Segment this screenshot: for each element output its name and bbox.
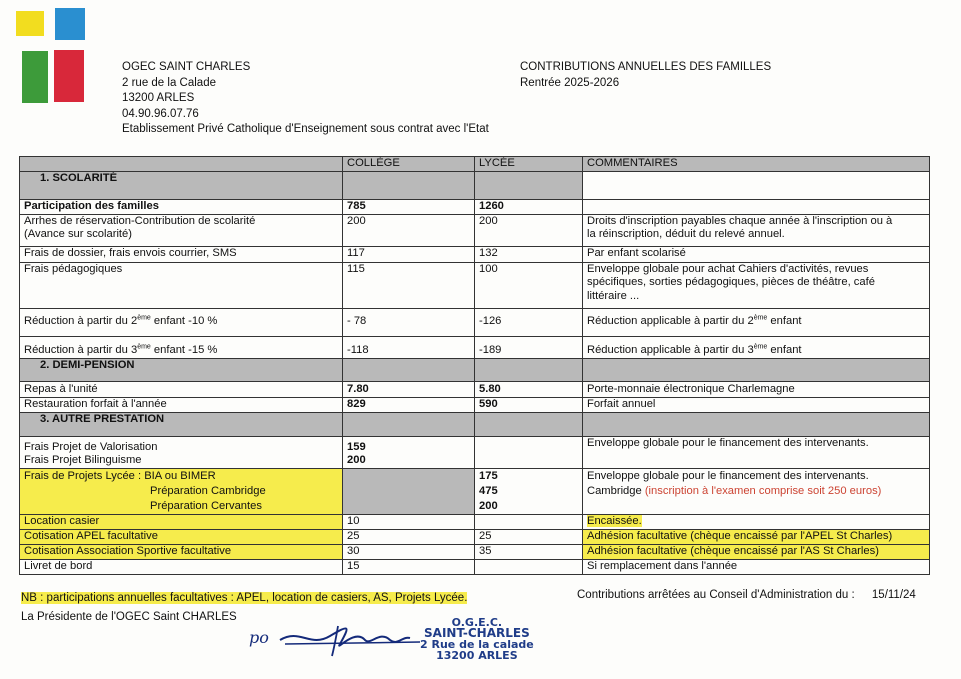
college-value: 10: [343, 514, 475, 529]
comment-part: enfant: [767, 315, 802, 328]
row-label: [20, 336, 343, 358]
lycee-value: 5.80: [475, 381, 583, 397]
college-value: 115: [343, 262, 475, 308]
row-label: Repas à l'unité: [20, 381, 343, 397]
ca-note: [577, 589, 916, 601]
row-comment: Par enfant scolarisé: [583, 246, 930, 262]
superscript: ème: [753, 314, 768, 322]
value-line: 200: [347, 454, 366, 466]
comment-part: enfant: [767, 344, 802, 356]
row-label-part: enfant -10 %: [150, 315, 218, 328]
contributions-table: [19, 156, 930, 575]
stamp-line: SAINT-CHARLES: [424, 626, 530, 640]
stamp-line: 2 Rue de la calade: [420, 638, 534, 651]
row-label: Frais pédagogiques: [20, 262, 343, 308]
table-row: [20, 246, 930, 262]
value-line: 475: [479, 484, 498, 497]
superscript: ème: [137, 343, 151, 351]
president-line: [21, 611, 237, 623]
doc-subtitle: Rentrée 2025-2026: [520, 76, 620, 89]
table-row: [20, 262, 930, 308]
row-comment: Adhésion facultative (chèque encaissé par l'APEL St Charles): [583, 529, 930, 544]
row-comment: Si remplacement dans l'année: [583, 559, 930, 574]
header-college: COLLÈGE: [343, 157, 475, 172]
header-label: [20, 157, 343, 172]
value-line: 200: [479, 499, 498, 512]
nb-text: NB : participations annuelles facultatives : APEL, location de casiers, AS, Projets Lycée.: [21, 592, 468, 604]
lycee-value: -126: [475, 308, 583, 336]
table-row: [20, 468, 930, 514]
comment-part: Réduction applicable à partir du 3: [587, 344, 754, 356]
org-phone: 04.90.96.07.76: [122, 107, 199, 120]
row-comment: [583, 336, 930, 358]
comment-line: Enveloppe globale pour le financement des intervenants.: [587, 469, 869, 482]
value-line: 159: [347, 440, 366, 453]
nb-note: [21, 592, 467, 604]
header-comments: COMMENTAIRES: [583, 157, 930, 172]
section-row: [20, 358, 930, 381]
row-comment: Enveloppe globale pour le financement des intervenants.: [583, 436, 930, 468]
comment-part: (inscription à l'examen comprise soit 250 euros): [644, 484, 882, 497]
row-label-line: Frais Projet Bilinguisme: [24, 454, 142, 466]
stamp-line: 13200 ARLES: [436, 649, 518, 662]
table-row: [20, 308, 930, 336]
row-comment: [583, 214, 930, 246]
superscript: ème: [137, 314, 151, 322]
row-label: Restauration forfait à l'année: [20, 397, 343, 412]
lycee-value: -189: [475, 336, 583, 358]
college-value: 15: [343, 559, 475, 574]
college-value: 785: [343, 200, 475, 215]
row-label: Cotisation APEL facultative: [20, 529, 343, 544]
table-row: [20, 436, 930, 468]
college-value: -118: [343, 336, 475, 358]
row-label: Participation des familles: [20, 200, 343, 215]
row-label: Cotisation Association Sportive facultative: [20, 544, 343, 559]
table-row: [20, 200, 930, 215]
table-row: [20, 214, 930, 246]
table-row: [20, 336, 930, 358]
college-value: 7.80: [343, 381, 475, 397]
table-row: [20, 559, 930, 574]
row-label-line: (Avance sur scolarité): [24, 228, 132, 240]
lycee-value: 100: [475, 262, 583, 308]
college-value: 30: [343, 544, 475, 559]
comment-part: Cambridge: [587, 484, 645, 497]
row-label-line: Frais de Projets Lycée : BIA ou BIMER: [24, 469, 216, 482]
president-text: La Présidente de l'OGEC Saint CHARLES: [21, 611, 237, 623]
header-lycee: LYCÉE: [475, 157, 583, 172]
doc-title: CONTRIBUTIONS ANNUELLES DES FAMILLES: [520, 61, 772, 73]
ca-date: 15/11/24: [871, 589, 916, 601]
college-value: 829: [343, 397, 475, 412]
college-value: 25: [343, 529, 475, 544]
row-comment: Adhésion facultative (chèque encaissé par l'AS St Charles): [583, 544, 930, 559]
lycee-value: 1260: [475, 200, 583, 215]
table-row: [20, 381, 930, 397]
lycee-value: 590: [475, 397, 583, 412]
row-label-part: Réduction à partir du 3: [24, 344, 138, 356]
row-comment: Forfait annuel: [583, 397, 930, 412]
comment-line: littéraire ...: [587, 289, 640, 302]
section-title-autre-prestation: 3. AUTRE PRESTATION: [20, 412, 343, 436]
comment-line: spécifiques, sorties pédagogiques, pièces de théâtre, café: [587, 276, 875, 288]
comment-line: Enveloppe globale pour achat Cahiers d'activités, revues: [587, 262, 869, 275]
comment-line: Droits d'inscription payables chaque année à l'inscription ou à: [587, 214, 893, 227]
comment-text: Encaissée.: [587, 514, 642, 527]
college-value: 117: [343, 246, 475, 262]
section-row: [20, 172, 930, 200]
signature-image: [240, 618, 430, 663]
lycee-value: 200: [475, 214, 583, 246]
table-row: [20, 544, 930, 559]
stamp-line: O.G.E.C.: [451, 616, 503, 629]
row-comment: [583, 308, 930, 336]
row-label-line: Préparation Cambridge: [150, 484, 266, 497]
college-value: 200: [343, 214, 475, 246]
row-label-line: Préparation Cervantes: [150, 499, 262, 512]
row-label-part: enfant -15 %: [150, 344, 218, 356]
row-label: Frais de dossier, frais envois courrier, SMS: [20, 246, 343, 262]
section-title-scolarite: 1. SCOLARITÉ: [20, 172, 343, 200]
table-row: [20, 397, 930, 412]
doc-title-block: [520, 60, 771, 91]
org-block: [122, 60, 489, 138]
lycee-value: 25: [475, 529, 583, 544]
row-label: [20, 308, 343, 336]
org-address1: 2 rue de la Calade: [122, 76, 216, 89]
lycee-value: [475, 468, 583, 514]
row-comment: [583, 262, 930, 308]
table-header-row: [20, 157, 930, 172]
comment-line: la réinscription, déduit du relevé annuel.: [587, 228, 785, 240]
section-title-demi-pension: 2. DEMI-PENSION: [20, 358, 343, 381]
value-line: 175: [479, 469, 498, 482]
row-label-line: Arrhes de réservation-Contribution de scolarité: [24, 214, 256, 227]
section-row: [20, 412, 930, 436]
row-label: [20, 468, 343, 514]
row-label: [20, 214, 343, 246]
row-label-line: Frais Projet de Valorisation: [24, 440, 158, 453]
school-logo: [14, 6, 94, 106]
row-label-part: Réduction à partir du 2: [24, 315, 138, 328]
table-row: [20, 529, 930, 544]
row-comment: [583, 468, 930, 514]
org-address2: 13200 ARLES: [122, 92, 195, 104]
table-row: [20, 514, 930, 529]
comment-part: Réduction applicable à partir du 2: [587, 315, 754, 328]
row-comment: [583, 514, 930, 529]
row-label: [20, 436, 343, 468]
superscript: ème: [753, 343, 768, 351]
lycee-value: 132: [475, 246, 583, 262]
po-text: po: [249, 628, 269, 647]
row-label: Livret de bord: [20, 559, 343, 574]
ogec-stamp: [420, 617, 534, 661]
org-status: Etablissement Privé Catholique d'Enseignement sous contrat avec l'Etat: [122, 123, 489, 135]
org-name: OGEC SAINT CHARLES: [122, 61, 251, 73]
lycee-value: 35: [475, 544, 583, 559]
row-comment: Porte-monnaie électronique Charlemagne: [583, 381, 930, 397]
ca-text: Contributions arrêtées au Conseil d'Administration du :: [577, 589, 855, 601]
college-value: [343, 436, 475, 468]
row-label: Location casier: [20, 514, 343, 529]
college-value: - 78: [343, 308, 475, 336]
